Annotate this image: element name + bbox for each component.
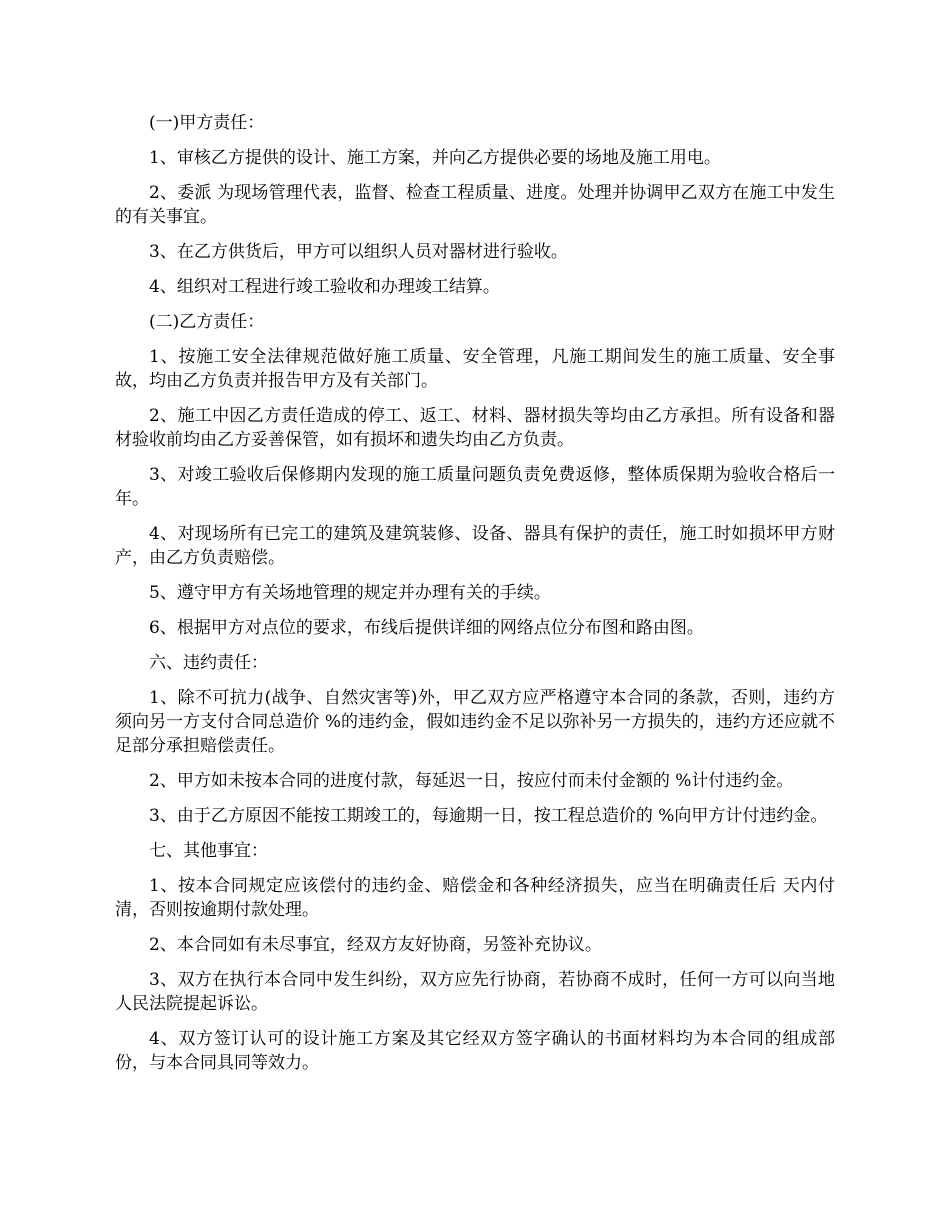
section-heading-party-a-duties: (一)甲方责任：: [149, 113, 265, 133]
clause-paragraph: 3、双方在执行本合同中发生纠纷，双方应先行协商，若协商不成时，任何一方可以向当地人民法院提起诉讼。: [115, 970, 835, 1014]
clause-paragraph: 6、根据甲方对点位的要求，布线后提供详细的网络点位分布图和路由图。: [149, 618, 704, 638]
clause-paragraph: 2、施工中因乙方责任造成的停工、返工、材料、器材损失等均由乙方承担。所有设备和器材验收前均由乙方妥善保管，如有损坏和遗失均由乙方负责。: [115, 406, 835, 450]
clause-paragraph: 1、审核乙方提供的设计、施工方案，并向乙方提供必要的场地及施工用电。: [149, 148, 721, 168]
clause-paragraph: 4、组织对工程进行竣工验收和办理竣工结算。: [149, 277, 500, 297]
clause-paragraph: 1、按本合同规定应该偿付的违约金、赔偿金和各种经济损失，应当在明确责任后 天内付清，否则按逾期付款处理。: [115, 876, 835, 920]
clause-paragraph: 3、由于乙方原因不能按工期竣工的，每逾期一日，按工程总造价的 %向甲方计付违约金。: [149, 806, 828, 826]
clause-paragraph: 2、甲方如未按本合同的进度付款，每延迟一日，按应付而未付金额的 %计付违约金。: [149, 771, 794, 791]
section-heading-other-matters: 七、其他事宜：: [149, 841, 268, 861]
section-heading-party-b-duties: (二)乙方责任：: [149, 312, 265, 332]
clause-paragraph: 3、对竣工验收后保修期内发现的施工质量问题负责免费返修，整体质保期为验收合格后一年。: [115, 465, 835, 509]
clause-paragraph: 2、委派 为现场管理代表，监督、检查工程质量、进度。处理并协调甲乙双方在施工中发生的有关事宜。: [115, 183, 835, 227]
clause-paragraph: 1、除不可抗力(战争、自然灾害等)外，甲乙双方应严格遵守本合同的条款，否则，违约方须向另一方支付合同总造价 %的违约金，假如违约金不足以弥补另一方损失的，违约方还应就不足部分承担赔偿责任。: [115, 688, 835, 756]
document-body: [115, 111, 835, 1086]
clause-paragraph: 4、双方签订认可的设计施工方案及其它经双方签字确认的书面材料均为本合同的组成部份，与本合同具同等效力。: [115, 1029, 835, 1073]
clause-paragraph: 3、在乙方供货后，甲方可以组织人员对器材进行验收。: [149, 242, 568, 262]
clause-paragraph: 5、遵守甲方有关场地管理的规定并办理有关的手续。: [149, 583, 551, 603]
clause-paragraph: 4、对现场所有已完工的建筑及建筑装修、设备、器具有保护的责任，施工时如损坏甲方财产，由乙方负责赔偿。: [115, 524, 835, 568]
section-heading-breach-liability: 六、违约责任：: [149, 653, 268, 673]
clause-paragraph: 2、本合同如有未尽事宜，经双方友好协商，另签补充协议。: [149, 935, 602, 955]
clause-paragraph: 1、按施工安全法律规范做好施工质量、安全管理，凡施工期间发生的施工质量、安全事故，均由乙方负责并报告甲方及有关部门。: [115, 347, 835, 391]
